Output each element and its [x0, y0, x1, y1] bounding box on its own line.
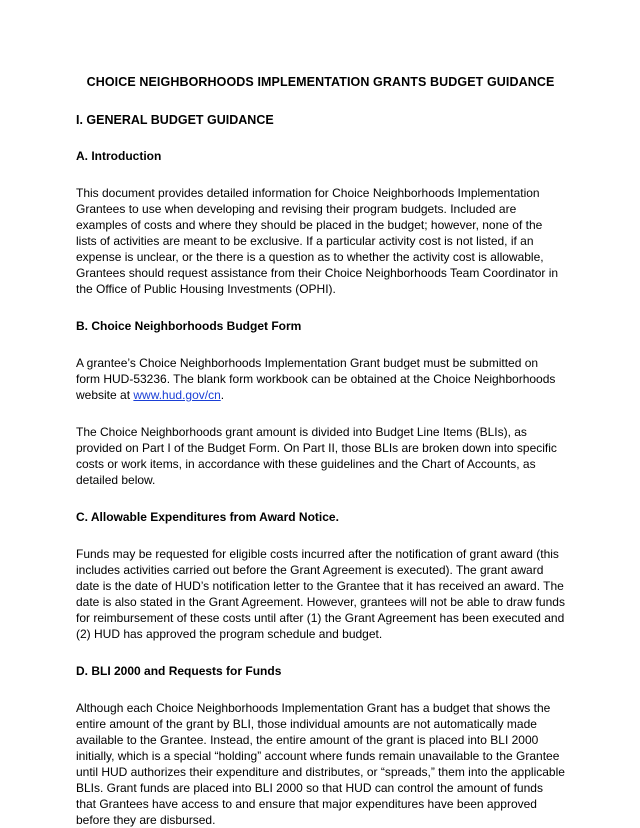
subheading-bli-2000: D. BLI 2000 and Requests for Funds — [76, 664, 282, 678]
subheading-allowable-expenditures: C. Allowable Expenditures from Award Notice. — [76, 510, 339, 524]
paragraph-budget-form-submission — [76, 355, 565, 403]
paragraph-budget-line-items: The Choice Neighborhoods grant amount is divided into Budget Line Items (BLIs), as provided on Part I of the Budget Form. On Part II, those BLIs are broken down into specific costs or work items, in accordance with these guidelines and the Chart of Accounts, as detailed below. — [76, 425, 557, 487]
paragraph-introduction: This document provides detailed information for Choice Neighborhoods Implementation Grantees to use when developing and revising their program budgets. Included are examples of costs and where they should be placed in the budget; however, none of the lists of activities are meant to be exclusive. If a particular activity cost is not listed, if an expense is unclear, or the there is a question as to whether the activity cost is allowable, Grantees should request assistance from their Choice Neighborhoods Team Coordinator in the Office of Public Housing Investments (OPHI). — [76, 186, 559, 296]
subheading-introduction: A. Introduction — [76, 149, 162, 163]
paragraph-text: A grantee’s Choice Neighborhoods Implementation Grant budget must be submitted on form HUD-53236. The blank form workbook can be obtained at the Choice Neighborhoods website at — [76, 356, 556, 402]
subheading-budget-form: B. Choice Neighborhoods Budget Form — [76, 319, 302, 333]
paragraph-bli-2000: Although each Choice Neighborhoods Implementation Grant has a budget that shows the entire amount of the grant by BLI, those individual amounts are not automatically made available to the Grantee. Instead, the entire amount of the grant is placed into BLI 2000 initially, which is a special “holding” account where funds remain unavailable to the Grantee until HUD authorizes their expenditure and distributes, or “spreads,” them into the applicable BLIs. Grant funds are placed into BLI 2000 so that HUD can control the amount of funds that Grantees have access to and ensure that major expenditures have been approved before they are disbursed. — [76, 701, 565, 827]
hud-website-link[interactable]: www.hud.gov/cn — [133, 388, 221, 402]
section-heading-general-budget-guidance: I. GENERAL BUDGET GUIDANCE — [76, 113, 274, 127]
document-title: CHOICE NEIGHBORHOODS IMPLEMENTATION GRANTS BUDGET GUIDANCE — [86, 75, 555, 89]
paragraph-allowable-expenditures: Funds may be requested for eligible costs incurred after the notification of grant award (this includes activities carried out before the Grant Agreement is executed). The grant award date is the date of HUD’s notification letter to the Grantee that it has received an award. The date is also stated in the Grant Agreement. However, grantees will not be able to draw funds for reimbursement of these costs until after (1) the Grant Agreement has been executed and (2) HUD has approved the program schedule and budget. — [76, 547, 565, 641]
paragraph-text: . — [220, 388, 225, 402]
